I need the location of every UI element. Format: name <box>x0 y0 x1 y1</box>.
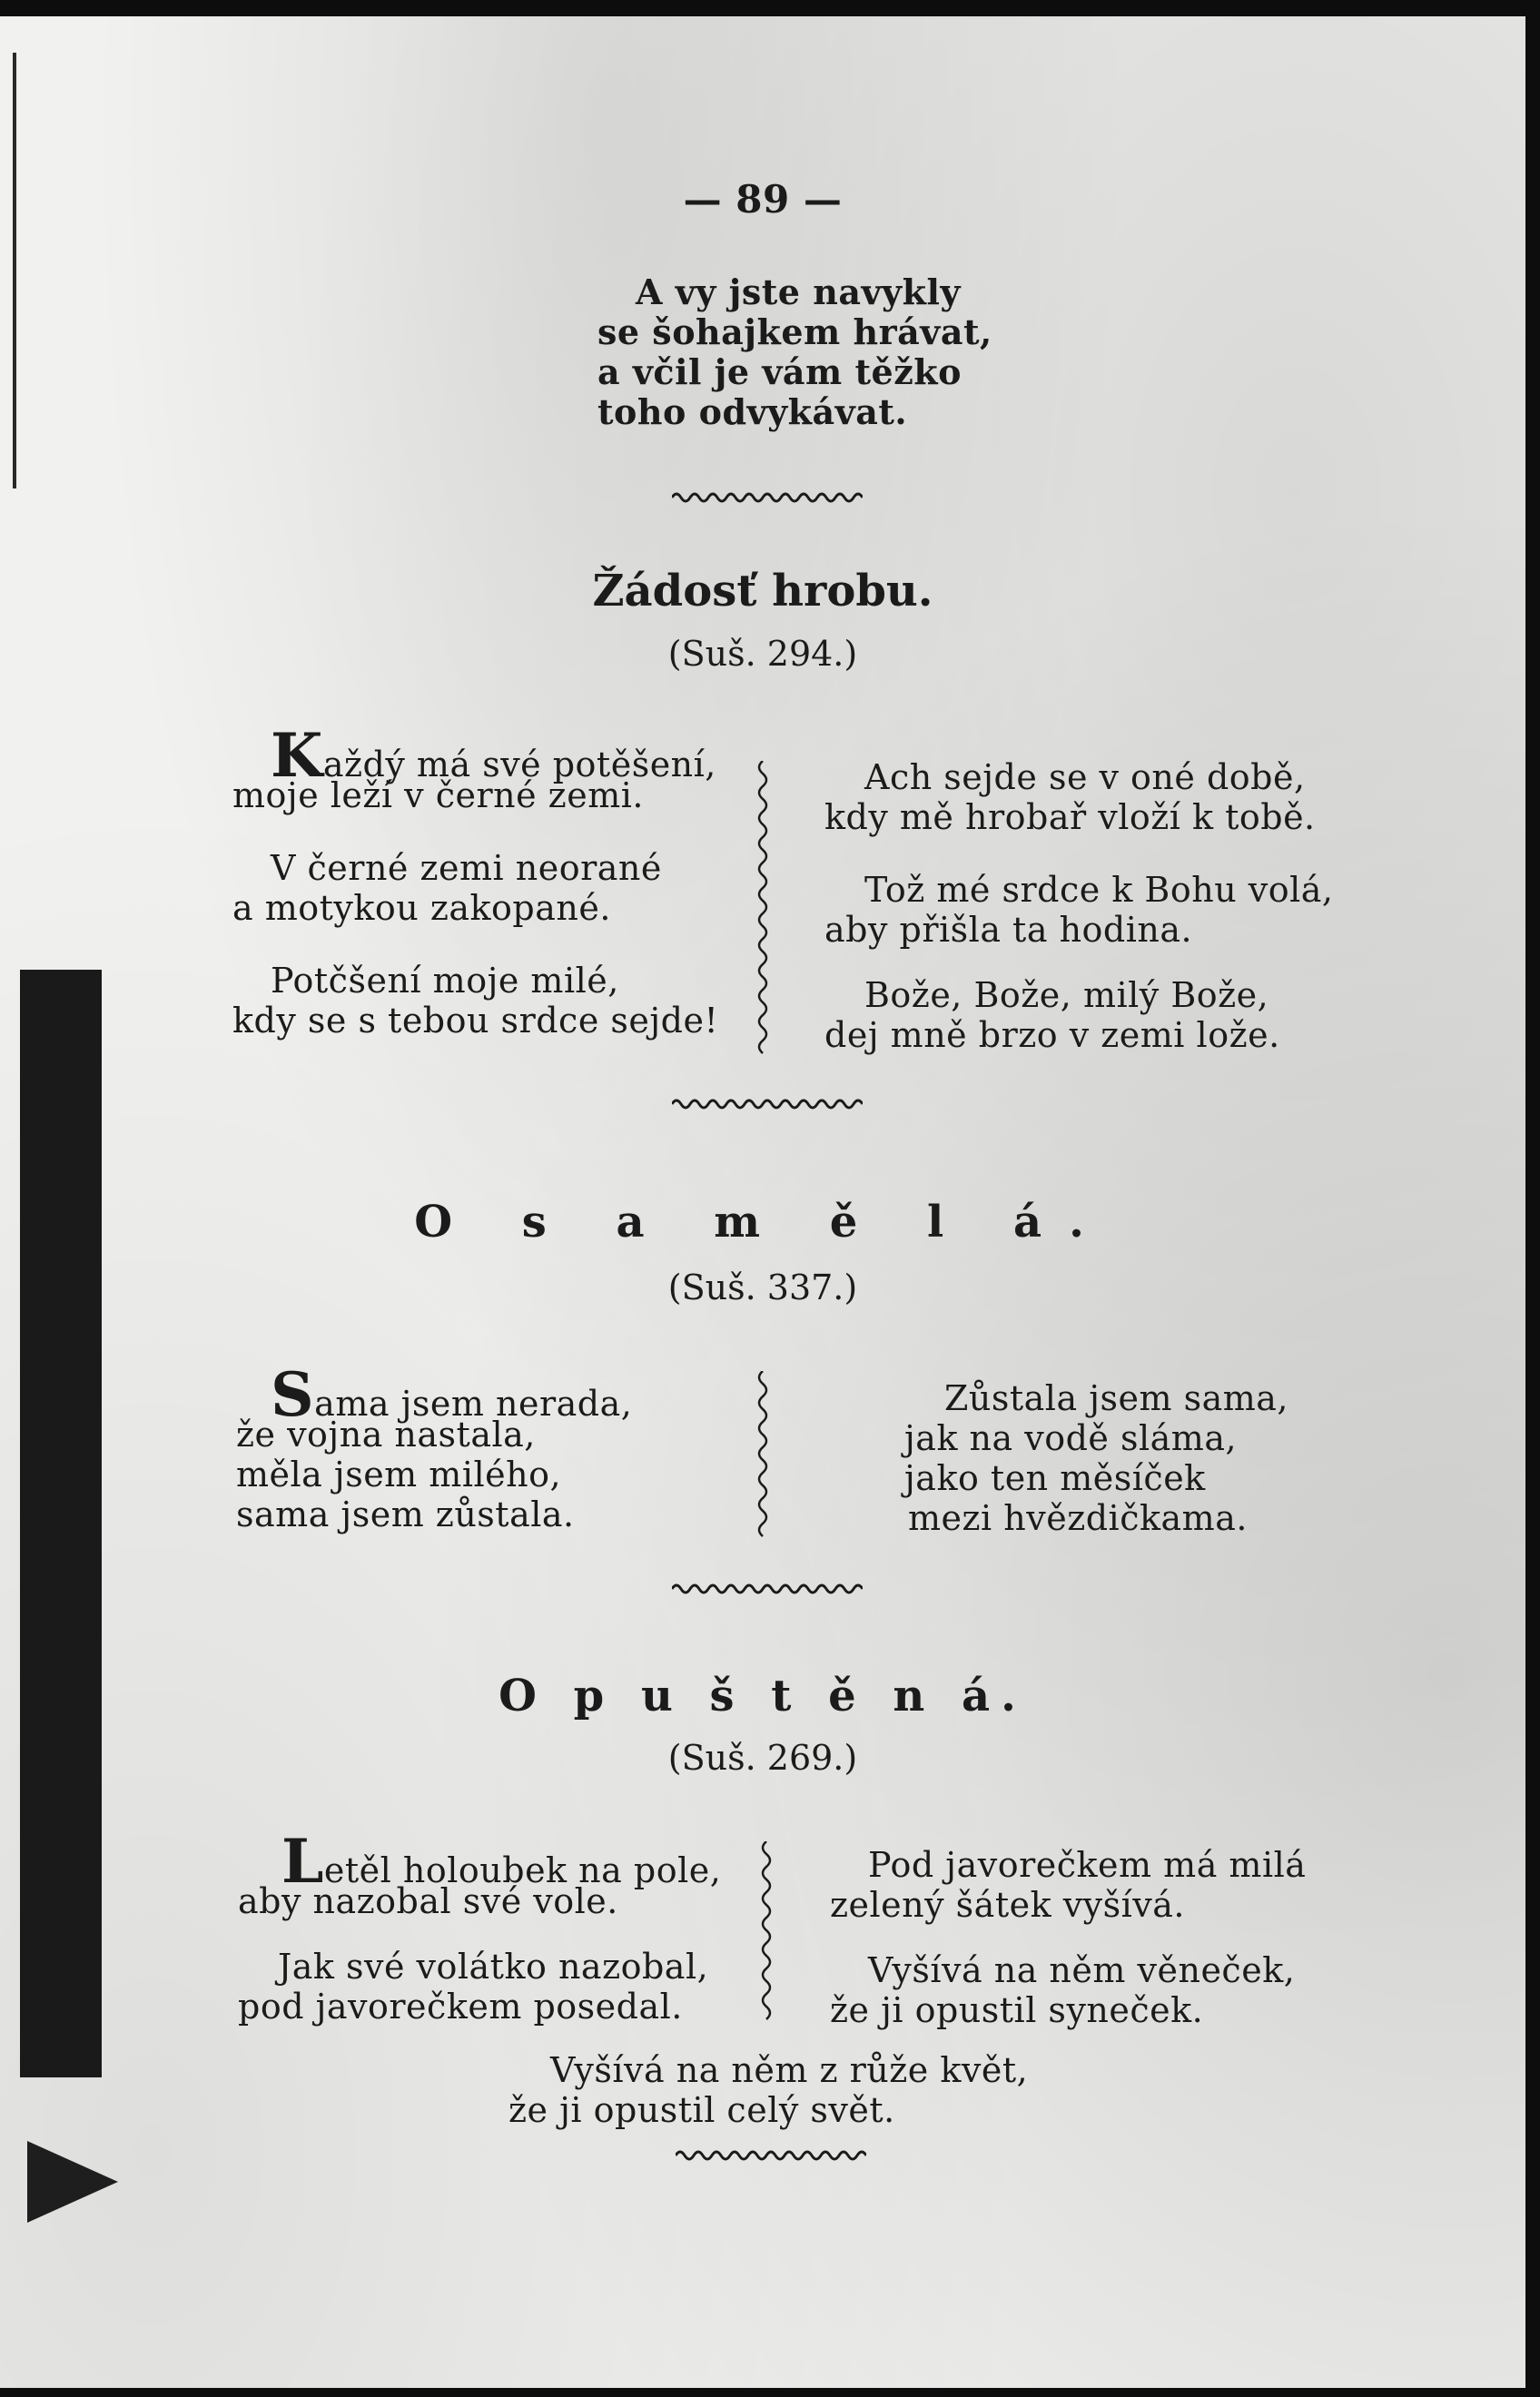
intro-line: toho odvykávat. <box>597 391 908 432</box>
intro-line: A vy jste navykly <box>636 271 961 312</box>
verse-line: Pod javorečkem má milá <box>868 1845 1307 1885</box>
song-reference: (Suš. 294.) <box>667 634 858 674</box>
verse-line: Tož mé srdce k Bohu volá, <box>864 870 1334 910</box>
verse-line: jak na vodě sláma, <box>904 1418 1238 1458</box>
intro-line: a včil je vám těžko <box>597 351 962 392</box>
verse-line: Vyšívá na něm věneček, <box>868 1950 1296 1990</box>
wavy-column-divider <box>754 1371 772 1544</box>
binding-shadow <box>20 970 102 2077</box>
verse-line: aby přišla ta hodina. <box>824 910 1193 950</box>
verse-line: a motykou zakopané. <box>232 888 611 928</box>
verse-line: Ach sejde se v oné době, <box>864 757 1306 797</box>
wavy-column-divider <box>754 761 772 1060</box>
verse-line: Potčšení moje milé, <box>271 961 619 1001</box>
verse-line: kdy se s tebou srdce sejde! <box>232 1001 719 1041</box>
verse-line: Zůstala jsem sama, <box>944 1378 1288 1418</box>
verse-line: pod javorečkem posedal. <box>238 1987 683 2027</box>
verse-line: moje leží v černé zemi. <box>232 775 644 815</box>
verse-line: jako ten měsíček <box>904 1458 1206 1498</box>
verse-line: sama jsem zůstala. <box>236 1494 575 1534</box>
verse-line: mezi hvězdičkama. <box>908 1498 1248 1538</box>
song-title: O p u š t ě n á. <box>499 1671 1027 1721</box>
wavy-separator <box>672 1095 863 1113</box>
page-edge-shadow <box>13 53 16 488</box>
wavy-column-divider <box>757 1841 775 2028</box>
song-title: O s a m ě l á. <box>414 1197 1111 1248</box>
book-page <box>0 16 1525 2388</box>
song-reference: (Suš. 337.) <box>667 1268 858 1307</box>
intro-line: se šohajkem hrávat, <box>597 311 992 352</box>
verse-line: V černé zemi neorané <box>271 848 662 888</box>
verse-line: že vojna nastala, <box>236 1415 536 1455</box>
verse-line: aby nazobal své vole. <box>238 1881 618 1921</box>
binding-tab <box>27 2141 118 2223</box>
page-number: — 89 — <box>683 177 843 222</box>
verse-line-text: ama jsem nerada, <box>314 1384 633 1424</box>
wavy-separator <box>676 2146 866 2165</box>
verse-line-text: etěl holoubek na pole, <box>323 1850 722 1890</box>
closing-line: Vyšívá na něm z růže květ, <box>550 2050 1029 2090</box>
drop-cap: K <box>271 720 323 791</box>
verse-line: dej mně brzo v zemi lože. <box>824 1015 1280 1055</box>
song-title: Žádosť hrobu. <box>592 566 933 617</box>
verse-line: měla jsem milého, <box>236 1455 562 1494</box>
verse-line: zelený šátek vyšívá. <box>830 1885 1185 1925</box>
verse-line: že ji opustil syneček. <box>830 1990 1204 2030</box>
verse-line: kdy mě hrobař vloží k tobě. <box>824 797 1316 837</box>
wavy-separator <box>672 488 863 507</box>
verse-line: Bože, Bože, milý Bože, <box>864 975 1269 1015</box>
verse-line: Jak své volátko nazobal, <box>278 1947 709 1987</box>
wavy-separator <box>672 1580 863 1598</box>
closing-line: že ji opustil celý svět. <box>508 2090 895 2130</box>
song-reference: (Suš. 269.) <box>667 1738 858 1778</box>
verse-line-text: aždý má své potěšení, <box>322 745 716 784</box>
drop-cap: S <box>271 1359 315 1430</box>
drop-cap: L <box>281 1826 324 1897</box>
